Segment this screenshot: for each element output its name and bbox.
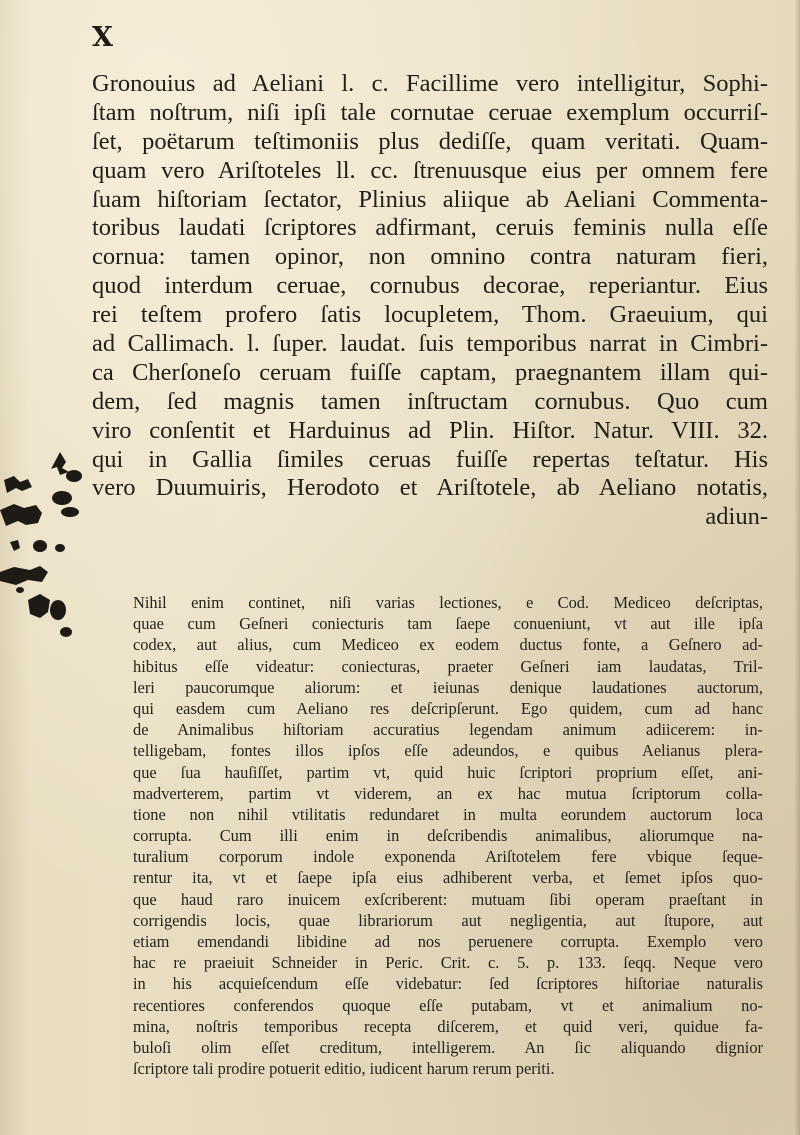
text-line: quam vero Ariſtoteles ll. cc. ſtrenuusque eius per omnem fere bbox=[92, 156, 768, 184]
text-line: ſet, poëtarum teſtimoniis plus dediſſe, quam veritati. Quam- bbox=[92, 127, 768, 155]
footnote-line: hac re praeiuit Schneider in Peric. Crit. c. 5. p. 133. ſeqq. Neque vero bbox=[133, 953, 763, 973]
footnote-line: telligebam, fontes illos ipſos eſſe adeundos, e quibus Aelianus plera- bbox=[133, 741, 763, 761]
footnote-line: corrigendis locis, quae librariorum aut negligentia, aut ſtupore, aut bbox=[133, 910, 763, 930]
page-edge-shadow bbox=[794, 0, 800, 1135]
text-line: viro conſentit et Harduinus ad Plin. Hiſtor. Natur. VIII. 32. bbox=[92, 416, 768, 444]
text-line: toribus laudati ſcriptores adfirmant, ceruis feminis nulla eſſe bbox=[92, 214, 768, 242]
footnote-line: madverterem, partim vt viderem, an ex hac mutua ſcriptorum colla- bbox=[133, 783, 763, 803]
text-line: ca Cherſoneſo ceruam fuiſſe captam, praegnantem illam qui- bbox=[92, 358, 768, 386]
footnote-line: de Animalibus hiſtoriam accuratius legendam animum adiicerem: in- bbox=[133, 720, 763, 740]
text-line: qui in Gallia ſimiles ceruas fuiſſe repertas teſtatur. His bbox=[92, 445, 768, 473]
footnote-line: que haud raro inuicem exſcriberent: mutuam ſibi operam praeſtant in bbox=[133, 889, 763, 909]
footnote-line: buloſi olim eſſet creditum, intelligerem. An ſic aliquando dignior bbox=[133, 1037, 763, 1057]
text-line: rei teſtem profero ſatis locupletem, Thom. Graeuium, qui bbox=[92, 301, 768, 329]
footnote-line: quae cum Geſneri coniecturis tam ſaepe conueniunt, vt aut ille ipſa bbox=[133, 614, 763, 634]
text-line: ſtam noſtrum, niſi ipſi tale cornutae ceruae exemplum occurriſ- bbox=[92, 98, 768, 126]
footnote-line: corrupta. Cum illi enim in deſcribendis animalibus, aliorumque na- bbox=[133, 826, 763, 846]
text-line: quod interdum ceruae, cornubus decorae, reperiantur. Eius bbox=[92, 272, 768, 300]
text-line: dem, ſed magnis tamen inſtructam cornubus. Quo cum bbox=[92, 387, 768, 415]
footnote-line: mina, noſtris temporibus recepta diſcerem, et quid veri, quidue fa- bbox=[133, 1016, 763, 1036]
footnote-line: hibitus eſſe videatur: coniecturas, praeter Geſneri iam laudatas, Tril- bbox=[133, 656, 763, 676]
text-line: ſuam hiſtoriam ſectator, Plinius aliique ab Aeliani Commenta- bbox=[92, 185, 768, 213]
ink-stain-decoration bbox=[0, 450, 95, 650]
footnote-line: in his acquieſcendum eſſe videbatur: ſed ſcriptores hiſtoriae naturalis bbox=[133, 974, 763, 994]
footnote-line: tione non nihil vtilitatis redundaret in multa eorundem auctorum loca bbox=[133, 804, 763, 824]
footnote-line: codex, aut alius, cum Mediceo ex eodem ductus fonte, a Geſnero ad- bbox=[133, 635, 763, 655]
footnote-line: qui easdem cum Aeliano res deſcripſerunt. Ego quidem, cum ad hanc bbox=[133, 698, 763, 718]
footnote-line: etiam emendandi libidine ad nos peruenere corrupta. Exemplo vero bbox=[133, 932, 763, 951]
footnote-line: ſcriptore tali prodire potuerit editio, iudicent harum rerum periti. bbox=[133, 1059, 555, 1079]
text-line: cornua: tamen opinor, non omnino contra naturam fieri, bbox=[92, 243, 768, 271]
main-text-block bbox=[92, 70, 768, 532]
footnote-line: leri paucorumque aliorum: et ieiunas denique laudationes auctorum, bbox=[133, 677, 763, 697]
footnote-line: Nihil enim continet, niſi varias lectiones, e Cod. Mediceo deſcriptas, bbox=[133, 593, 763, 612]
text-line: vero Duumuiris, Herodoto et Ariſtotele, ab Aeliano notatis, bbox=[92, 474, 768, 502]
text-line: Gronouius ad Aeliani l. c. Facillime vero intelligitur, Sophi- bbox=[92, 70, 768, 97]
footnote-line: recentiores conferendos quoque eſſe putabam, vt et animalium no- bbox=[133, 995, 763, 1015]
footnote-line: turalium corporum indole exponenda Ariſtotelem fere vbique ſeque- bbox=[133, 847, 763, 867]
catchword: adiun- bbox=[705, 503, 768, 531]
footnote-block bbox=[133, 592, 763, 1079]
footnote-line: que ſua hauſiſſet, partim vt, quid huic ſcriptori proprium eſſet, ani- bbox=[133, 762, 763, 782]
text-line: ad Callimach. l. ſuper. laudat. ſuis temporibus narrat in Cimbri- bbox=[92, 330, 768, 358]
page-number: X bbox=[92, 22, 114, 53]
footnote-line: rentur ita, vt et ſaepe ipſa eius adhiberent verba, et ſemet ipſos quo- bbox=[133, 868, 763, 888]
